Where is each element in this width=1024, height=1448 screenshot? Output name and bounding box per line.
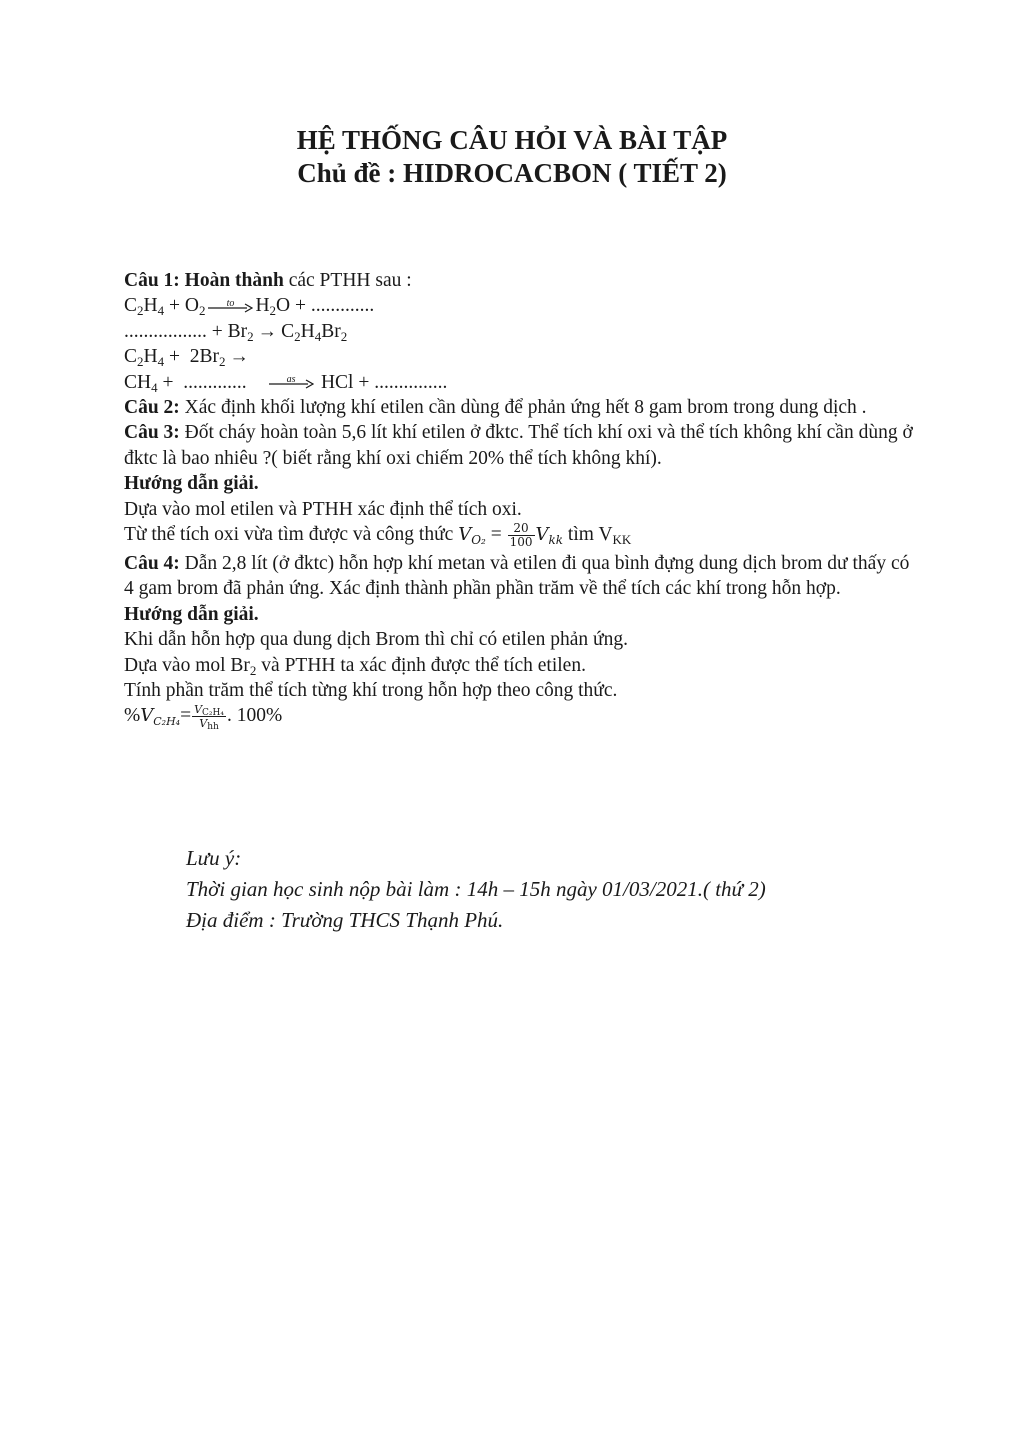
right-arrow-icon: → [257,320,278,342]
q2-label: Câu 2: [124,396,180,418]
note-label: Lưu ý: [186,846,242,870]
q4-text: Dẫn 2,8 lít (ở đktc) hỗn hợp khí metan và etilen đi qua bình đựng dung dịch brom dư thấy có 4 gam brom đã phản ứng. Xác định thành phần phần trăm về thể tích các khí trong hỗn hợp. [124,552,910,600]
q3-paragraph [124,420,914,471]
q1-text: các PTHH sau : [288,270,412,291]
note-block [186,843,766,936]
q1-equation-4: $CH_4$ + ............. as HCl + ............... [124,371,448,395]
note-time: Thời gian học sinh nộp bài làm : 14h – 15h ngày 01/03/2021.( thứ 2) [186,877,766,901]
document-title: HỆ THỐNG CÂU HỎI VÀ BÀI TẬP [296,125,728,155]
q3-label: Câu 3: [124,422,180,444]
right-arrow-icon: → [229,346,249,368]
fraction-formula: $\frac{V_{C_2H_4}}{V_{hh}}$ [194,703,224,733]
q4-formula: $\%V_{C_2H_4}=$ $\frac{V_{C_2H_4}}{V_{hh}}$ . 100% [124,703,283,733]
q4-paragraph [124,551,914,602]
q4-guide-3: Tính phần trăm thể tích từng khí trong hỗn hợp theo công thức. [124,679,618,701]
reaction-arrow-icon: as [268,376,314,390]
q1-equation-3: $C_2H_4 + 2Br_2$ → [124,346,249,370]
q2-paragraph [124,395,914,420]
q3-guide-2: Từ thể tích oxi vừa tìm được và công thức $V_{O_2}$ = $\frac{20}{100}$ $V_{kk}$ tìm $V_{KK}$ [124,520,632,549]
reaction-arrow-icon: to [207,300,253,314]
q4-guide-1: Khi dẫn hỗn hợp qua dung dịch Brom thì chỉ có etilen phản ứng. [124,629,628,651]
document-subtitle: Chủ đề : HIDROCACBON ( TIẾT 2) [297,158,727,188]
q1-equation-1: $C_2H_4 + O_2$ to $H_2O$ + ............. [124,295,375,319]
q1-equation-2: ................. + $Br_2 \to C_2H_4Br_2$ [124,320,348,344]
q4-guide-heading: Hướng dẫn giải. [124,603,259,625]
q1-bold-text: Hoàn thành [184,270,284,291]
q4-label: Câu 4: [124,552,180,574]
q3-guide-heading: Hướng dẫn giải. [124,473,259,495]
q3-text: Đốt cháy hoàn toàn 5,6 lít khí etilen ở đktc. Thể tích khí oxi và thể tích không khí cần dùng ở đktc là bao nhiêu ?( biết rằng khí oxi chiếm 20% thể tích không khí). [124,422,913,469]
q2-text: Xác định khối lượng khí etilen cần dùng để phản ứng hết 8 gam brom trong dung dịch . [184,396,867,418]
document-body [124,268,914,737]
q3-guide-1: Dựa vào mol etilen và PTHH xác định thể tích oxi. [124,498,522,520]
q1-label: Câu 1: [124,270,180,291]
fraction-formula: $\frac{20}{100}$ [509,520,533,549]
note-place: Địa điểm : Trường THCS Thạnh Phú. [186,908,504,932]
q4-guide-2: Dựa vào mol $Br_2$ và PTHH ta xác định được thể tích etilen. [124,654,586,678]
q1-heading [124,268,914,293]
